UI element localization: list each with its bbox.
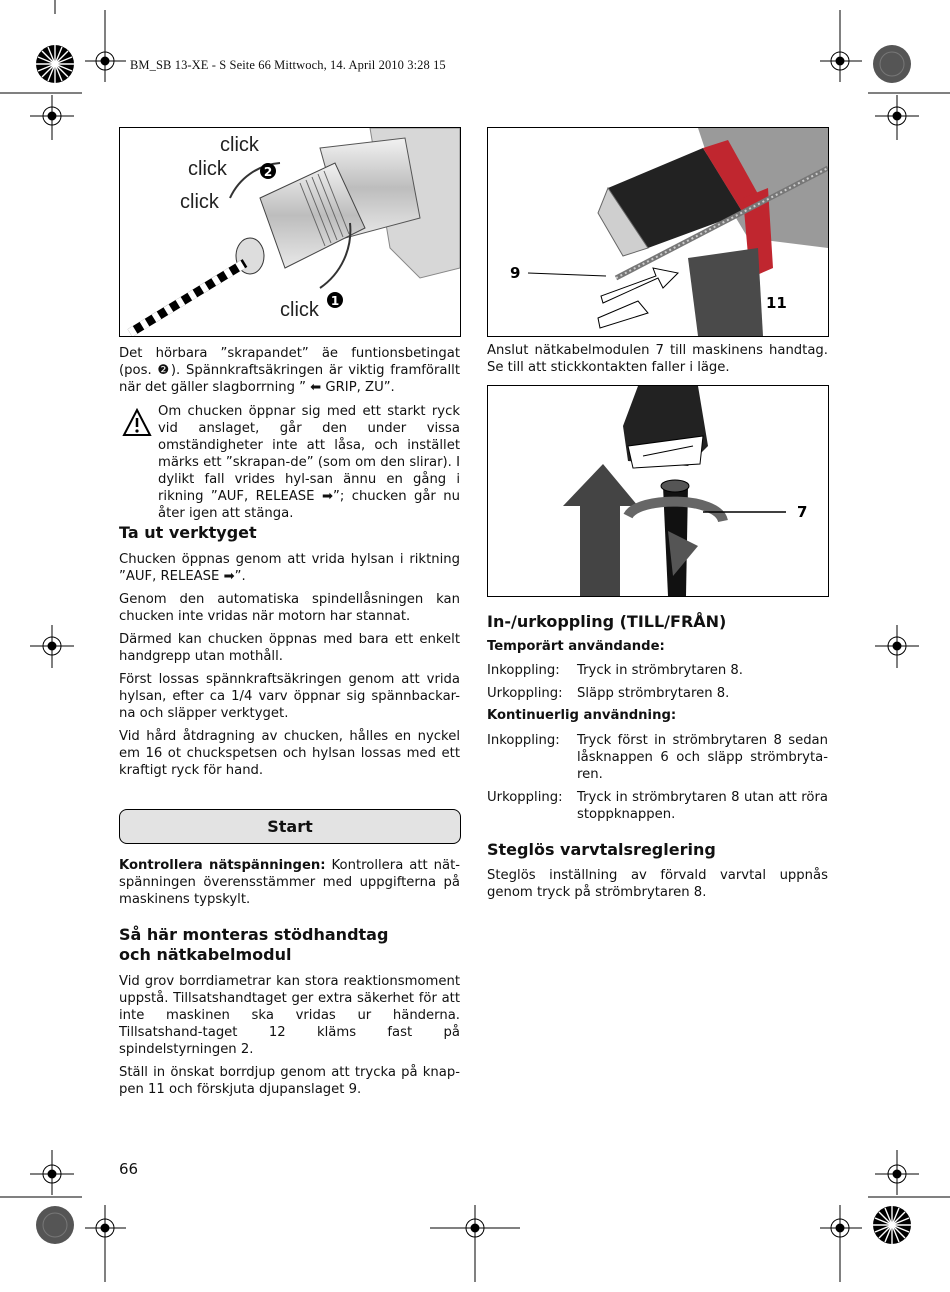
warning-icon bbox=[122, 408, 152, 438]
label-7: 7 bbox=[797, 503, 808, 521]
label-temporart: Temporärt användande: bbox=[487, 639, 665, 654]
row-value: Släpp strömbrytaren 8. bbox=[577, 686, 730, 701]
row-value: Tryck in strömbrytaren 8 utan att röra stoppknappen. bbox=[577, 790, 828, 822]
row-key: Inkoppling: bbox=[487, 733, 560, 748]
heading-ta-ut-verktyget: Ta ut verktyget bbox=[119, 523, 257, 542]
paragraph-skrapandet: Det hörbara ”skrapandet” äe funtionsbetingat (pos. ❷). Spännkraftsäkringen är viktig framförallt när det gäller slagborrning ” ⬅ GRIP, ZU”. bbox=[119, 346, 460, 395]
tool-paragraph: Därmed kan chucken öppnas med bara ett enkelt handgrepp utan mothåll. bbox=[119, 632, 460, 664]
drill-depth-stop-illustration bbox=[488, 128, 828, 336]
cable-module-paragraph: Anslut nätkabelmodulen 7 till maskinens handtag. Se till att stickkontakten faller i läge. bbox=[487, 343, 828, 375]
mount-paragraph: Vid grov borrdiametrar kan stora reaktionsmoment uppstå. Tillsatshandtaget ger extra säkerhet för att inte maskinen ska vridas ur händerna. Tillsatshand-taget 12 kläms fast på spindelstyrningen 2. bbox=[119, 974, 460, 1057]
click-label-3: click bbox=[180, 191, 219, 213]
callout-1: 1 bbox=[330, 294, 340, 308]
callout-2: 2 bbox=[263, 165, 273, 179]
tool-paragraph: Vid hård åtdragning av chucken, hålles en nyckel em 16 ot chuckspetsen och hylsan lossas med ett kraftigt ryck för hand. bbox=[119, 729, 460, 778]
temporary-switch-table bbox=[487, 662, 828, 708]
click-label-4: click bbox=[280, 299, 319, 321]
table-row bbox=[487, 662, 828, 679]
page-number: 66 bbox=[119, 1160, 139, 1178]
label-9: 9 bbox=[510, 264, 521, 282]
label-kontinuerlig: Kontinuerlig användning: bbox=[487, 708, 677, 723]
chuck-illustration bbox=[120, 128, 460, 336]
heading-monteras: Så här monteras stödhandtag och nätkabelmodul bbox=[119, 925, 389, 964]
figure-depth-stop bbox=[487, 127, 829, 337]
row-key: Urkoppling: bbox=[487, 686, 563, 701]
click-label-1: click bbox=[220, 134, 259, 156]
continuous-switch-table bbox=[487, 732, 828, 829]
heading-steglos: Steglös varvtalsreglering bbox=[487, 840, 716, 859]
mains-check-text: Kontrollera att nät-spänningen överensstämmer med uppgifterna på maskinens typskylt. bbox=[119, 858, 460, 907]
tool-paragraph: Först lossas spännkraftsäkringen genom att vrida hylsan, efter ca 1/4 varv öppnar sig spännbackar-na och släpper verktyget. bbox=[119, 672, 460, 721]
tool-paragraph: Genom den automatiska spindellåsningen kan chucken inte vridas när motorn har stannat. bbox=[119, 592, 460, 624]
table-row bbox=[487, 685, 828, 702]
table-row bbox=[487, 732, 828, 783]
figure-chuck bbox=[119, 127, 461, 337]
cable-module-illustration bbox=[488, 386, 828, 596]
row-key: Urkoppling: bbox=[487, 790, 563, 805]
speed-paragraph: Steglös inställning av förvald varvtal uppnås genom tryck på strömbrytaren 8. bbox=[487, 868, 828, 900]
row-value: Tryck först in strömbrytaren 8 sedan låsknappen 6 och släpp strömbryta-ren. bbox=[577, 733, 828, 782]
start-section-box: Start bbox=[119, 809, 461, 844]
section-ta-ut-verktyget bbox=[119, 551, 460, 785]
row-value: Tryck in strömbrytaren 8. bbox=[577, 663, 743, 678]
click-label-2: click bbox=[188, 158, 227, 180]
mains-check-paragraph bbox=[119, 857, 460, 908]
figure-cable-module bbox=[487, 385, 829, 597]
tool-paragraph: Chucken öppnas genom att vrida hylsan i riktning ”AUF, RELEASE ➡”. bbox=[119, 552, 460, 584]
row-key: Inkoppling: bbox=[487, 663, 560, 678]
heading-in-urkoppling: In-/urkoppling (TILL/FRÅN) bbox=[487, 612, 727, 631]
mains-check-label: Kontrollera nätspänningen: bbox=[119, 858, 326, 873]
section-monteras bbox=[119, 973, 460, 1104]
mount-paragraph: Ställ in önskat borrdjup genom att trycka på knap-pen 11 och förskjuta djupanslaget 9. bbox=[119, 1065, 460, 1097]
label-11: 11 bbox=[766, 294, 787, 312]
table-row bbox=[487, 789, 828, 823]
warning-text: Om chucken öppnar sig med ett starkt ryck vid anslaget, går den under vissa omständigheter inte att låsa, och instället märks ett ”skrapan-de” (som om den slirar). I dylikt fall vrides hyl-san ännu en gång i rikning ”AUF, RELEASE ➡”; chucken går nu åter igen att stänga. bbox=[158, 404, 460, 521]
header-line: BM_SB 13-XE - S Seite 66 Mittwoch, 14. April 2010 3:28 15 bbox=[130, 58, 446, 72]
